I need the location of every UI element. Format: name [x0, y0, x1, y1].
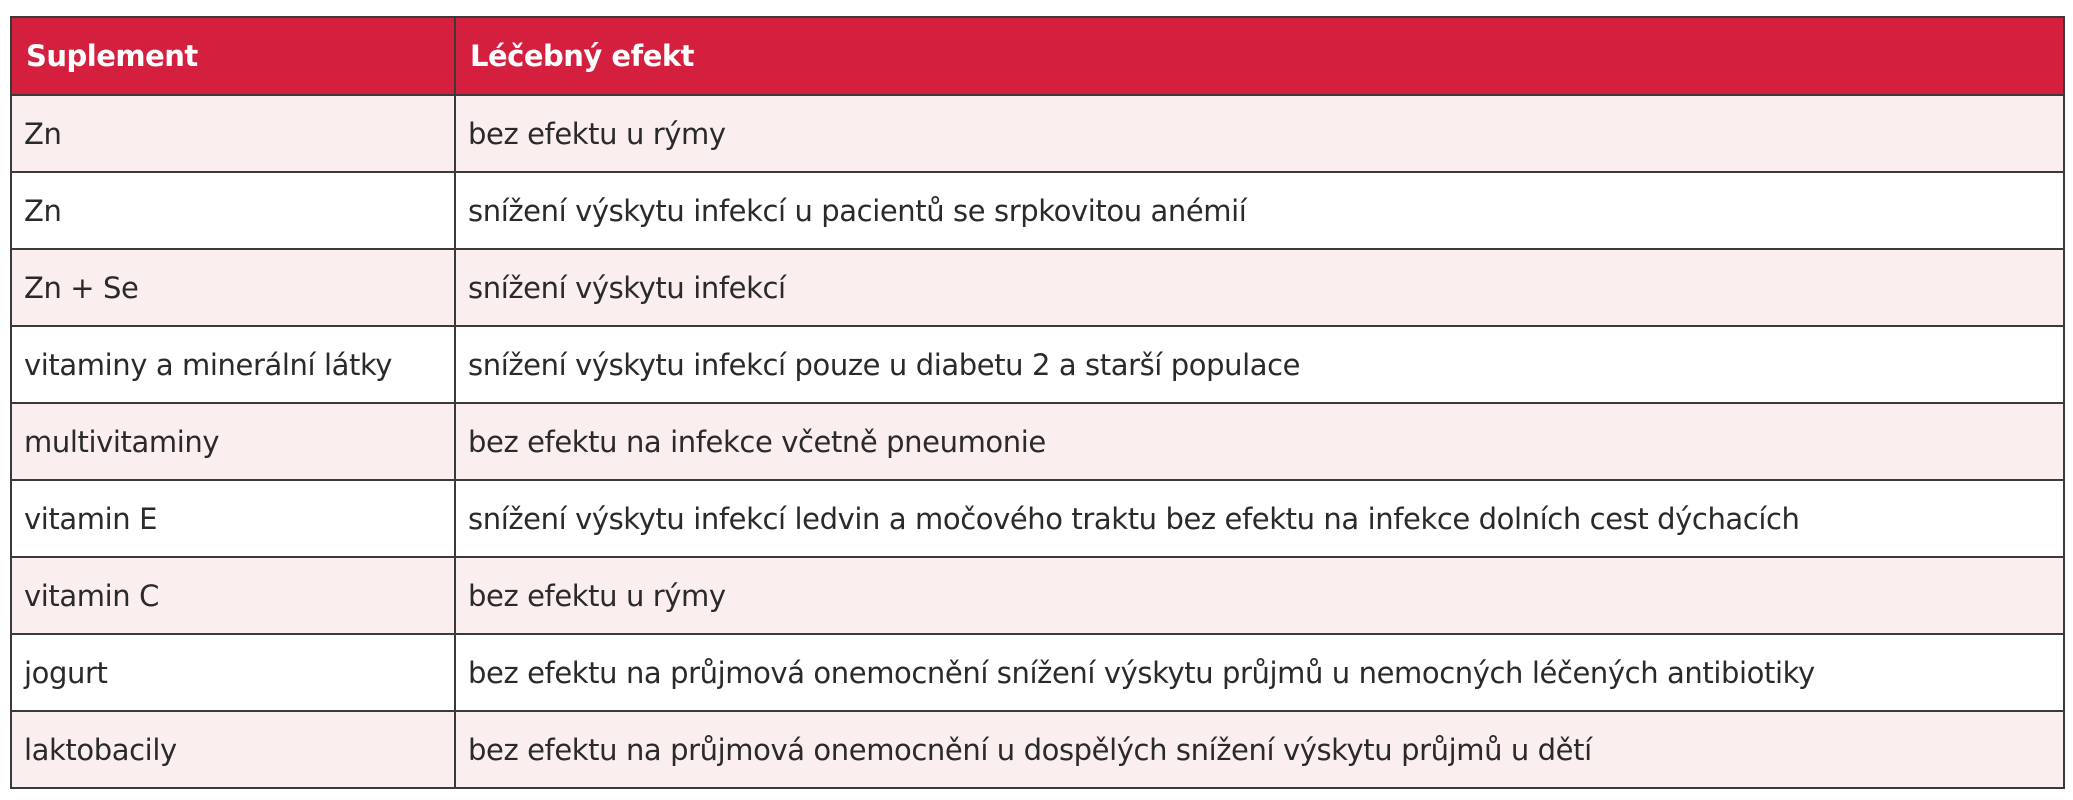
table-row	[11, 711, 2064, 788]
effect-cell: bez efektu u rýmy	[455, 557, 2064, 634]
table-row	[11, 557, 2064, 634]
effect-cell: bez efektu na průjmová onemocnění snížení výskytu průjmů u nemocných léčených antibiotiky	[455, 634, 2064, 711]
effect-cell: snížení výskytu infekcí pouze u diabetu 2 a starší populace	[455, 326, 2064, 403]
table-row	[11, 95, 2064, 172]
header-supplement: Suplement	[11, 17, 455, 95]
effect-cell: bez efektu u rýmy	[455, 95, 2064, 172]
supplement-cell: vitaminy a minerální látky	[11, 326, 455, 403]
supplement-cell: Zn	[11, 172, 455, 249]
header-treatment-effect: Léčebný efekt	[455, 17, 2064, 95]
table-header-row	[11, 17, 2064, 95]
supplement-cell: Zn	[11, 95, 455, 172]
supplement-cell: multivitaminy	[11, 403, 455, 480]
table-row	[11, 326, 2064, 403]
supplement-cell: Zn + Se	[11, 249, 455, 326]
table-body	[11, 95, 2064, 788]
effect-cell: bez efektu na infekce včetně pneumonie	[455, 403, 2064, 480]
effect-cell: snížení výskytu infekcí ledvin a močového traktu bez efektu na infekce dolních cest dýchacích	[455, 480, 2064, 557]
effect-cell: snížení výskytu infekcí u pacientů se srpkovitou anémií	[455, 172, 2064, 249]
table-row	[11, 634, 2064, 711]
supplement-effect-table	[10, 16, 2065, 789]
table-row	[11, 403, 2064, 480]
supplement-cell: vitamin C	[11, 557, 455, 634]
effect-cell: snížení výskytu infekcí	[455, 249, 2064, 326]
supplement-table-container	[10, 16, 2063, 789]
supplement-cell: laktobacily	[11, 711, 455, 788]
table-row	[11, 172, 2064, 249]
table-row	[11, 249, 2064, 326]
supplement-cell: jogurt	[11, 634, 455, 711]
table-row	[11, 480, 2064, 557]
effect-cell: bez efektu na průjmová onemocnění u dospělých snížení výskytu průjmů u dětí	[455, 711, 2064, 788]
supplement-cell: vitamin E	[11, 480, 455, 557]
